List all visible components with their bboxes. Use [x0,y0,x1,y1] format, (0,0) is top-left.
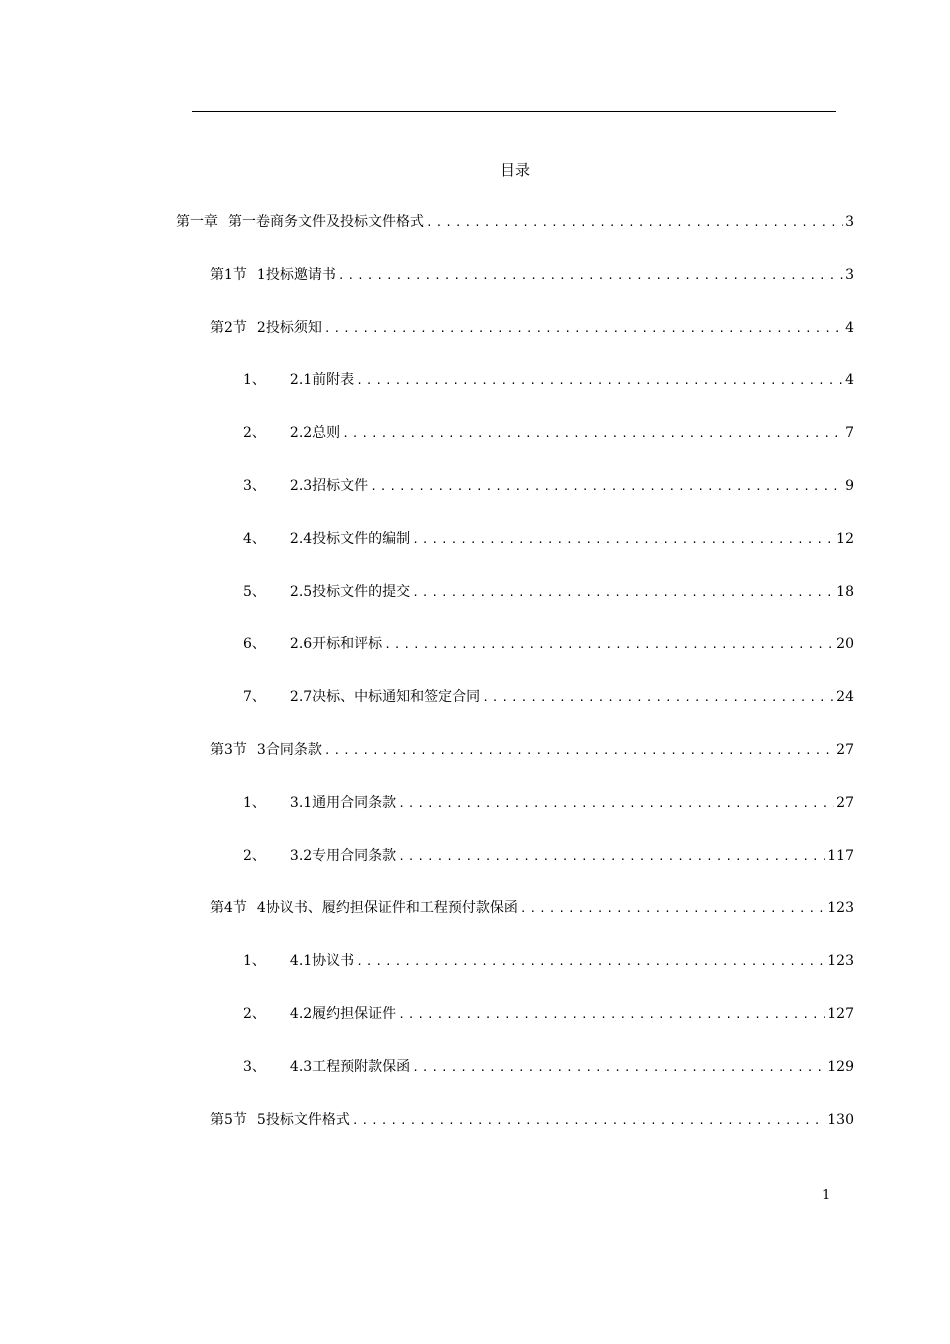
toc-entry-title: 2.2总则 [289,425,341,441]
toc-entry-label [210,898,518,918]
toc-entry[interactable] [243,529,854,550]
toc-entry[interactable] [243,423,854,444]
toc-entry-number: 第4节 [210,900,247,916]
toc-entry-label [176,212,424,232]
toc-entry-number: 7、 [243,689,266,705]
toc-entry-number: 第3节 [210,742,247,758]
toc-entry-title: 2.6开标和评标 [289,636,383,652]
toc-leader-dots [482,688,834,708]
toc-leader-dots [398,847,825,867]
toc-entry-label [210,265,336,285]
toc-entry-title: 第一卷商务文件及投标文件格式 [228,214,424,230]
toc-leader-dots [412,1058,825,1078]
toc-entry-label [210,1110,350,1130]
toc-entry-number: 4、 [243,531,266,547]
toc-entry-title: 2.4投标文件的编制 [289,531,411,547]
toc-leader-dots [324,741,834,761]
toc-entry-number: 1、 [243,953,266,969]
toc-leader-dots [370,477,843,497]
toc-entry-label [243,951,354,971]
toc-entry-title: 2投标须知 [256,320,322,336]
toc-entry-label [243,634,382,654]
toc-entry-page: 27 [836,742,854,758]
toc-entry-page: 117 [827,848,854,864]
toc-entry-label [243,423,340,443]
toc-entry-title: 4.2履约担保证件 [289,1006,397,1022]
toc-leader-dots [426,213,843,233]
toc-entry-page: 12 [836,531,854,547]
toc-entry[interactable] [243,1004,854,1025]
toc-entry-label [243,1004,396,1024]
toc-leader-dots [412,530,834,550]
toc-entry[interactable] [176,212,854,233]
toc-entry-label [243,793,396,813]
toc-entry[interactable] [210,740,854,761]
toc-leader-dots [398,1005,825,1025]
toc-title: 目录 [499,161,530,179]
toc-leader-dots [520,899,825,919]
toc-entry[interactable] [210,265,854,286]
toc-entry-label [210,740,322,760]
toc-entry-number: 6、 [243,636,266,652]
toc-entry-title: 3.2专用合同条款 [289,848,397,864]
toc-entry-label [243,370,354,390]
toc-entry-number: 3、 [243,1059,266,1075]
toc-entry-title: 2.1前附表 [289,372,355,388]
toc-entry[interactable] [243,846,854,867]
toc-entry-page: 24 [836,689,854,705]
toc-leader-dots [324,319,843,339]
toc-entry-title: 4协议书、履约担保证件和工程预付款保函 [256,900,518,916]
toc-leader-dots [356,371,843,391]
toc-entry-page: 7 [845,425,854,441]
toc-entry-page: 4 [845,372,854,388]
toc-leader-dots [352,1111,825,1131]
toc-entry[interactable] [210,318,854,339]
toc-entry-label [210,318,322,338]
toc-leader-dots [356,952,825,972]
toc-entry[interactable] [243,370,854,391]
toc-entry-title: 4.3工程预附款保函 [289,1059,411,1075]
toc-entry-number: 第2节 [210,320,247,336]
toc-leader-dots [338,266,843,286]
toc-entry-number: 3、 [243,478,266,494]
toc-entry-page: 18 [836,584,854,600]
toc-entry-title: 2.7决标、中标通知和签定合同 [289,689,481,705]
toc-entry[interactable] [243,951,854,972]
toc-entry-title: 3合同条款 [256,742,322,758]
toc-entry-number: 5、 [243,584,266,600]
toc-entry-label [243,529,410,549]
toc-entry-page: 129 [827,1059,854,1075]
toc-entry-label [243,687,480,707]
toc-entry-title: 2.3招标文件 [289,478,369,494]
page-number: 1 [822,1188,831,1203]
toc-entry-title: 2.5投标文件的提交 [289,584,411,600]
toc-entry-number: 2、 [243,1006,266,1022]
toc-entry-label [243,1057,410,1077]
toc-entry-label [243,476,368,496]
toc-leader-dots [342,424,843,444]
toc-entry[interactable] [210,898,854,919]
toc-entry-page: 123 [827,900,854,916]
toc-entry-page: 4 [845,320,854,336]
toc-entry-title: 1投标邀请书 [256,267,336,283]
toc-entry-number: 1、 [243,795,266,811]
toc-entry-title: 3.1通用合同条款 [289,795,397,811]
toc-entry-page: 3 [845,214,854,230]
toc-entry-page: 27 [836,795,854,811]
toc-entry-number: 2、 [243,425,266,441]
toc-entry-number: 第5节 [210,1112,247,1128]
toc-entry-number: 2、 [243,848,266,864]
toc-leader-dots [398,794,834,814]
toc-entry-page: 127 [827,1006,854,1022]
toc-entry-page: 130 [827,1112,854,1128]
toc-entry[interactable] [243,582,854,603]
toc-entry[interactable] [243,476,854,497]
toc-entry-label [243,582,410,602]
toc-entry[interactable] [210,1110,854,1131]
toc-leader-dots [384,635,834,655]
toc-entry-page: 123 [827,953,854,969]
toc-entry-number: 第1节 [210,267,247,283]
toc-entry-page: 3 [845,267,854,283]
toc-entry[interactable] [243,1057,854,1078]
toc-leader-dots [412,583,834,603]
toc-entry-title: 4.1协议书 [289,953,355,969]
toc-entry-page: 9 [845,478,854,494]
toc-entry-label [243,846,396,866]
toc-entry[interactable] [243,634,854,655]
toc-entry-number: 1、 [243,372,266,388]
toc-entry-number: 第一章 [176,214,218,230]
toc-entry-title: 5投标文件格式 [256,1112,350,1128]
toc-entry[interactable] [243,687,854,708]
toc-entry-page: 20 [836,636,854,652]
toc-entry[interactable] [243,793,854,814]
